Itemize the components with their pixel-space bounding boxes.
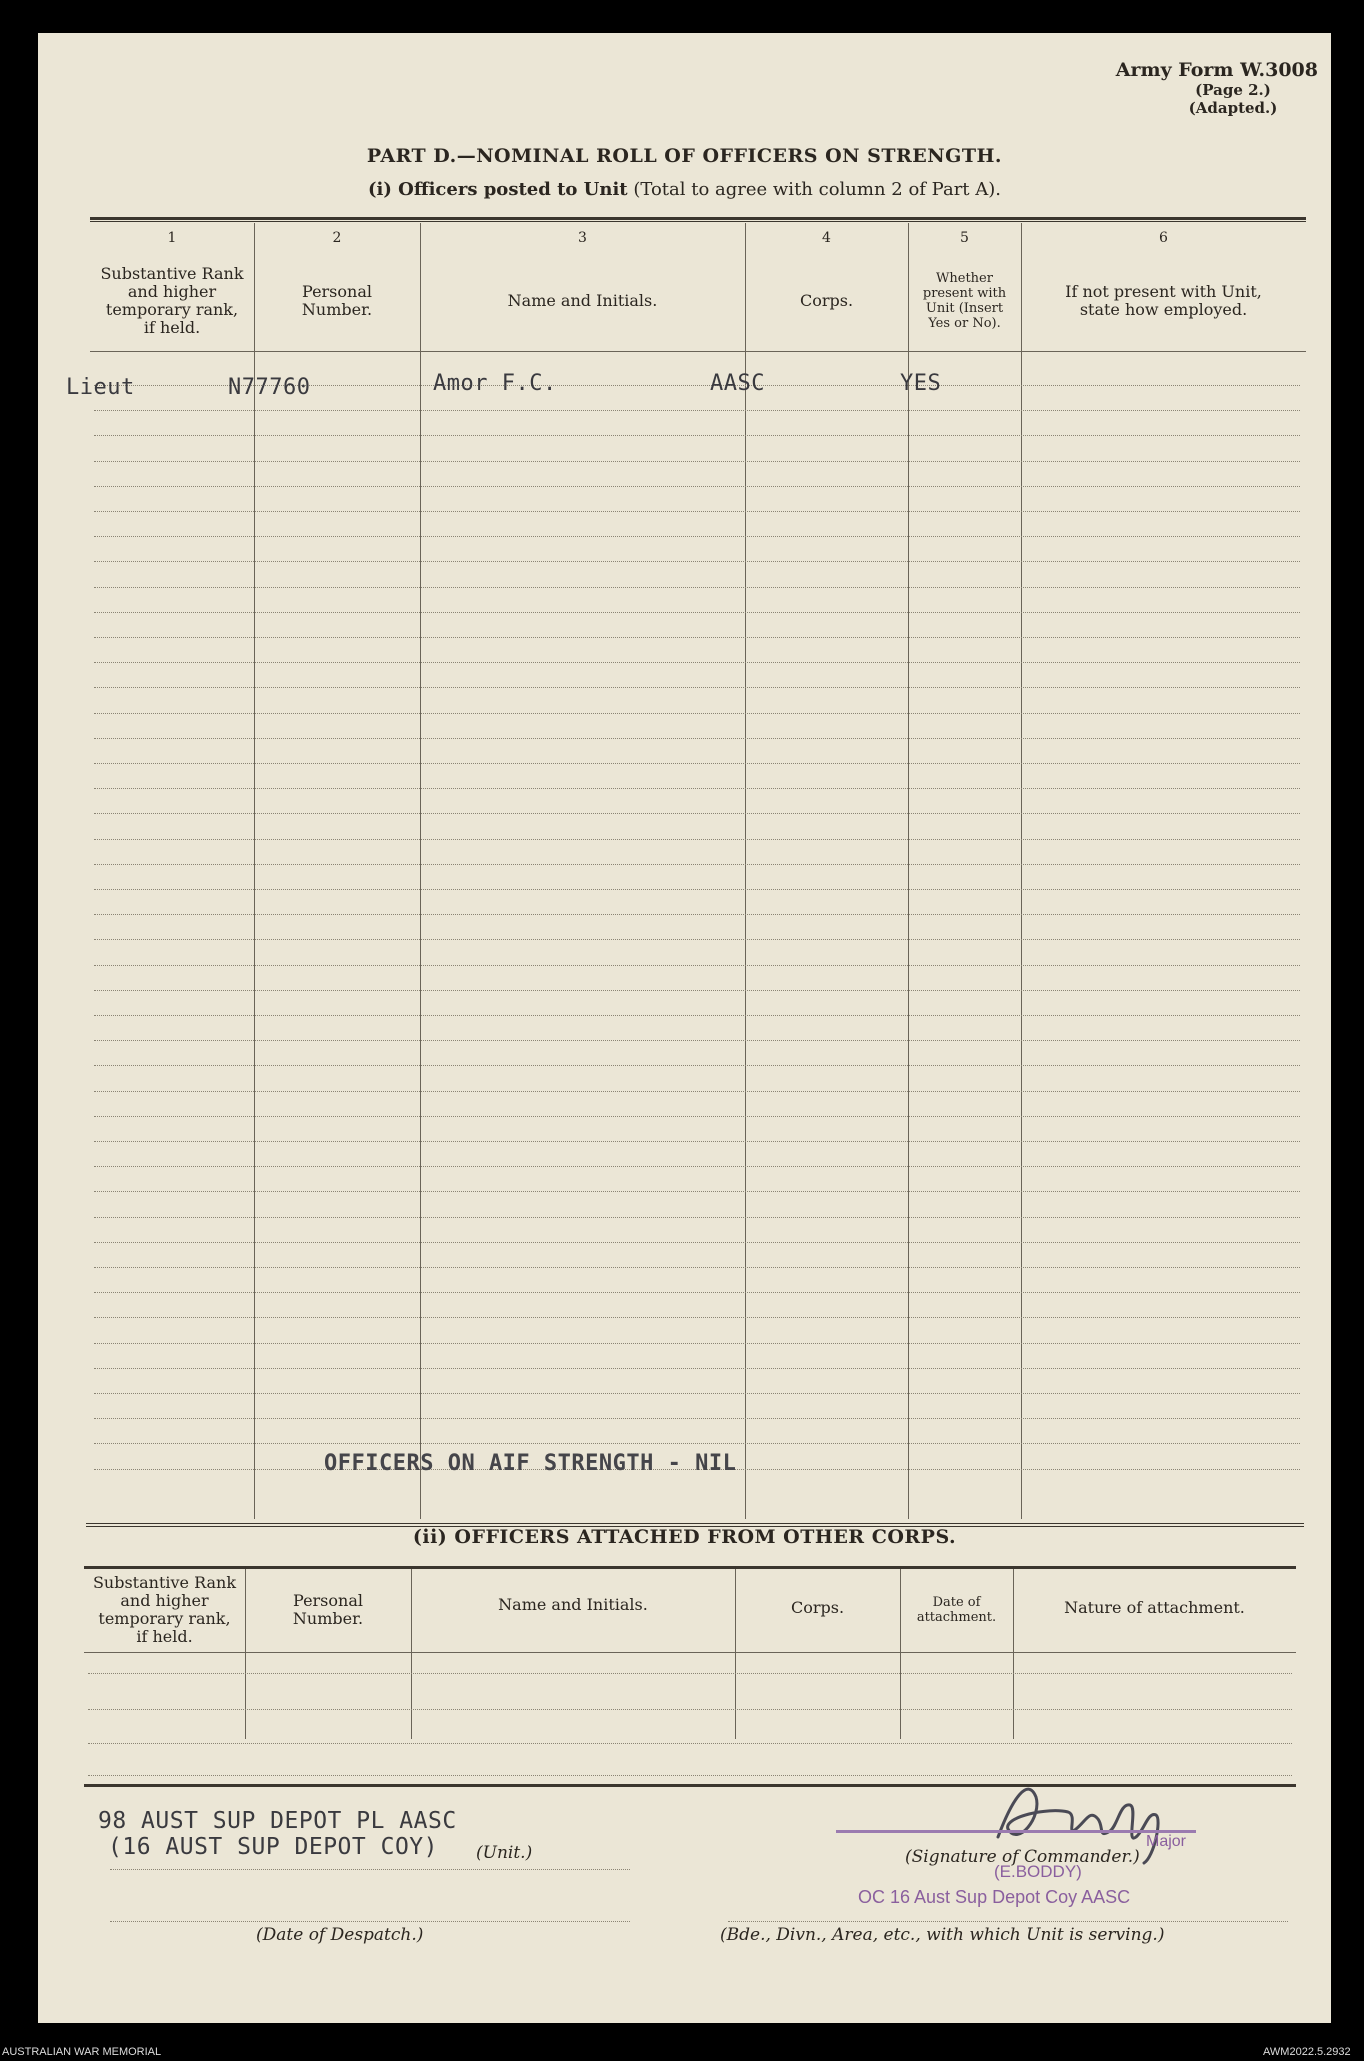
row-rule (94, 939, 1300, 940)
column-number: 5 (960, 230, 969, 246)
row-rule (94, 1015, 1300, 1016)
row-rule (94, 687, 1300, 688)
row-rule (94, 738, 1300, 739)
header-present: Whether present with Unit (Insert Yes or No). (922, 271, 1007, 331)
row-rule (94, 763, 1300, 764)
row-rule (94, 1065, 1300, 1066)
row-rule (94, 1443, 1300, 1444)
row-rule (94, 788, 1300, 789)
row-rule (94, 914, 1300, 915)
row-rule (94, 461, 1300, 462)
part-d-subtitle (38, 179, 1331, 200)
column-number: 1 (167, 230, 177, 246)
column-number: 4 (822, 230, 831, 246)
column-number: 6 (1159, 230, 1168, 246)
stamp-rank: Major (1146, 1833, 1187, 1850)
header-name: Name and Initials. (507, 291, 658, 310)
row-rule (88, 1743, 1292, 1744)
row-rule (94, 990, 1300, 991)
row-rule (94, 839, 1300, 840)
row-rule (94, 1217, 1300, 1218)
stamp-name: (E.BODDY) (994, 1862, 1082, 1881)
form-page (38, 33, 1331, 2023)
stamp-oc: OC 16 Aust Sup Depot Coy AASC (858, 1887, 1131, 1907)
form-name: Army Form W.3008 (1115, 59, 1318, 81)
row-rule (94, 1267, 1300, 1268)
row-rule (94, 1040, 1300, 1041)
row-rule (94, 1191, 1300, 1192)
row-rule (94, 662, 1300, 663)
entry-corps: AASC (710, 371, 765, 396)
row-rule (94, 410, 1300, 411)
stamp-rule (836, 1830, 1196, 1833)
row-rule (94, 1166, 1300, 1167)
row-rule (94, 1091, 1300, 1092)
row-rule (94, 864, 1300, 865)
row-rule (88, 1673, 1292, 1674)
row-rule (94, 536, 1300, 537)
entry-name: Amor F.C. (433, 371, 557, 396)
header-rank: Substantive Rank and higher temporary rank, if held. (100, 264, 244, 337)
form-identifier (1058, 59, 1318, 117)
part-ii-title: (ii) OFFICERS ATTACHED FROM OTHER CORPS. (412, 1526, 957, 1548)
ii-header-date: Date of attachment. (916, 1595, 997, 1625)
date-of-despatch-label: (Date of Despatch.) (256, 1925, 424, 1945)
unit-label: (Unit.) (476, 1843, 533, 1863)
ii-header-name: Name and Initials. (498, 1595, 648, 1614)
row-rule (94, 1317, 1300, 1318)
row-rule (94, 1242, 1300, 1243)
entry-number: N77760 (228, 375, 311, 400)
row-rule (94, 1141, 1300, 1142)
row-rule (94, 1368, 1300, 1369)
row-rule (94, 1393, 1300, 1394)
row-rule (94, 612, 1300, 613)
unit-line-2: (16 AUST SUP DEPOT COY) (108, 1834, 438, 1860)
header-corps: Corps. (799, 291, 854, 310)
entry-present: YES (900, 371, 942, 396)
aif-strength-note: OFFICERS ON AIF STRENGTH - NIL (324, 1451, 737, 1476)
column-number: 2 (332, 230, 342, 246)
row-rule (94, 637, 1300, 638)
unit-line-1: 98 AUST SUP DEPOT PL AASC (98, 1808, 457, 1834)
signature-label: (Signature of Commander.) (905, 1847, 1140, 1867)
bde-label: (Bde., Divn., Area, etc., with which Unit is serving.) (720, 1925, 1165, 1945)
row-rule (94, 587, 1300, 588)
header-employed: If not present with Unit, state how employed. (1065, 282, 1262, 319)
row-rule (94, 713, 1300, 714)
entry-rank: Lieut (66, 375, 135, 400)
part-d-subtitle-rest: (Total to agree with column 2 of Part A). (627, 179, 1001, 200)
archive-reference: AWM2022.5.2932 (1263, 2046, 1351, 2058)
form-adapted: (Adapted.) (1188, 99, 1278, 117)
ii-header-personal-number: Personal Number. (292, 1591, 364, 1628)
row-rule (94, 1116, 1300, 1117)
row-rule (94, 511, 1300, 512)
archive-credit: AUSTRALIAN WAR MEMORIAL (2, 2046, 162, 2058)
form-page-number: (Page 2.) (1195, 81, 1271, 99)
part-d-title: PART D.—NOMINAL ROLL OF OFFICERS ON STRENGTH. (366, 145, 1003, 167)
row-rule (94, 561, 1300, 562)
header-personal-number: Personal Number. (301, 282, 373, 319)
row-rule (94, 813, 1300, 814)
part-d-subtitle-bold: (i) Officers posted to Unit (368, 179, 628, 200)
row-rule (94, 486, 1300, 487)
ii-header-corps: Corps. (790, 1598, 845, 1617)
column-number: 3 (578, 230, 587, 246)
row-rule (94, 435, 1300, 436)
row-rule (94, 1418, 1300, 1419)
row-rule (94, 1292, 1300, 1293)
ii-header-rank: Substantive Rank and higher temporary rank, if held. (92, 1573, 237, 1646)
ii-header-nature: Nature of attachment. (1064, 1598, 1245, 1617)
row-rule (94, 889, 1300, 890)
row-rule (94, 965, 1300, 966)
row-rule (88, 1709, 1292, 1710)
row-rule (94, 1343, 1300, 1344)
